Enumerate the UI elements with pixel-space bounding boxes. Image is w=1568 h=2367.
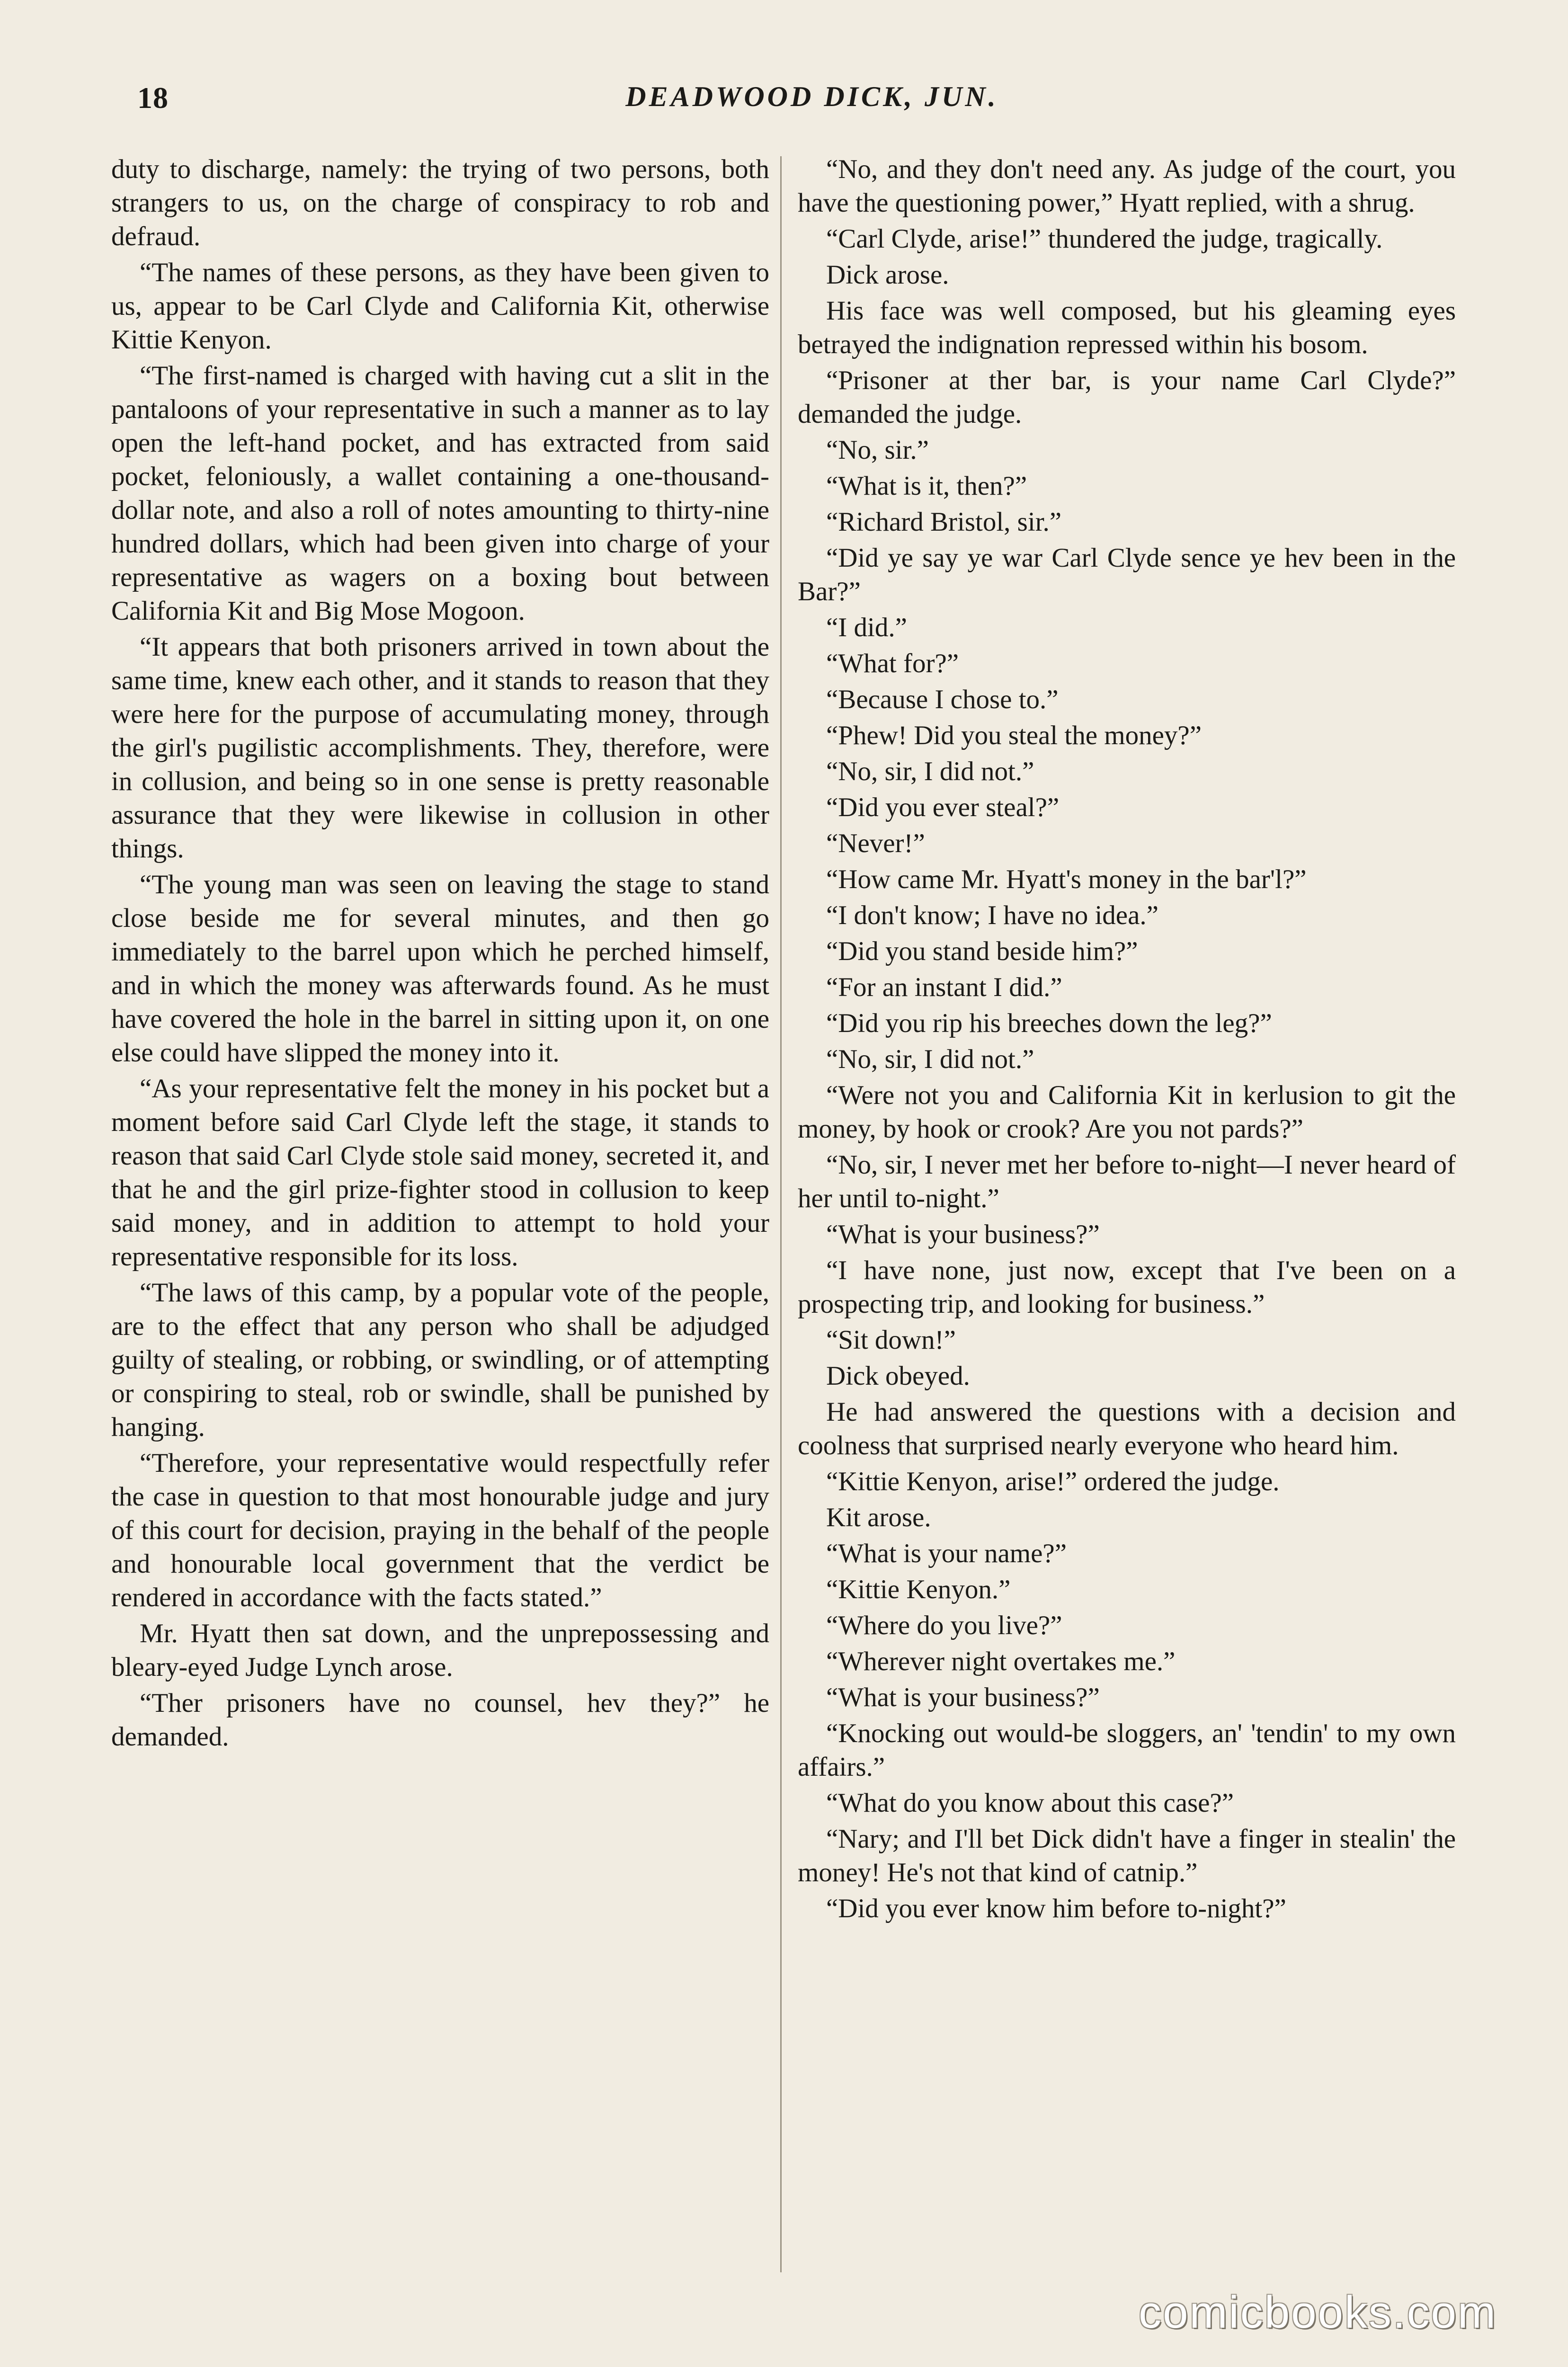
watermark-logo: comicbooks.com bbox=[1139, 2287, 1497, 2338]
page-number: 18 bbox=[137, 81, 169, 115]
paragraph: “Did you rip his breeches down the leg?” bbox=[826, 1008, 1272, 1038]
paragraph: “Sit down!” bbox=[826, 1325, 956, 1355]
paragraph: He had answered the questions with a decision and coolness that surprised nearly everyone who heard him. bbox=[798, 1397, 1456, 1460]
paragraph: “Never!” bbox=[826, 828, 925, 858]
paragraph: “Therefore, your representative would respectfully refer the case in question to that most honourable judge and jury of this court for decision, praying in the behalf of the people and honourable local government that the verdict be rendered in accordance with the facts stated.” bbox=[111, 1448, 769, 1612]
paragraph: “Phew! Did you steal the money?” bbox=[826, 721, 1202, 750]
paragraph: “Ther prisoners have no counsel, hev they?” he demanded. bbox=[111, 1688, 769, 1752]
paragraph: “Were not you and California Kit in kerlusion to git the money, by hook or crook? Are you not pards?” bbox=[798, 1080, 1456, 1144]
paragraph: “What is your name?” bbox=[826, 1539, 1067, 1568]
paragraph: “What is your business?” bbox=[826, 1219, 1100, 1249]
paragraph: “The laws of this camp, by a popular vote of the people, are to the effect that any person who shall be adjudged guilty of stealing, or robbing, or swindling, or of attempting or conspiring to steal, rob or swindle, shall be punished by hanging. bbox=[111, 1278, 769, 1442]
paragraph: His face was well composed, but his gleaming eyes betrayed the indignation repressed within his bosom. bbox=[798, 296, 1456, 359]
paragraph: “I have none, just now, except that I've been on a prospecting trip, and looking for business.” bbox=[798, 1255, 1456, 1319]
paragraph: “Wherever night overtakes me.” bbox=[826, 1646, 1176, 1676]
paragraph: “For an instant I did.” bbox=[826, 972, 1062, 1002]
paragraph: “I don't know; I have no idea.” bbox=[826, 900, 1158, 930]
paragraph: “No, sir, I did not.” bbox=[826, 1044, 1034, 1074]
paragraph: “What do you know about this case?” bbox=[826, 1788, 1234, 1818]
paragraph: “As your representative felt the money in his pocket but a moment before said Carl Clyde left the stage, it stands to reason that said Carl Clyde stole said money, secreted it, and that he and the girl prize-fighter stood in collusion to keep said money, and in addition to attempt to hold your representative responsible for its loss. bbox=[111, 1074, 769, 1272]
paragraph: “It appears that both prisoners arrived in town about the same time, knew each other, and it stands to reason that they were here for the purpose of accumulating money, through the girl's pugilistic accomplishments. They, therefore, were in collusion, and being so in one sense is pretty reasonable assurance that they were likewise in collusion in other things. bbox=[111, 632, 769, 863]
paragraph: “The young man was seen on leaving the stage to stand close beside me for several minutes, and then go immediately to the barrel upon which he perched himself, and in which the money was afterwards found. As he must have covered the hole in the barrel in sitting upon it, on one else could have slipped the money into it. bbox=[111, 870, 769, 1068]
paragraph: duty to discharge, namely: the trying of two persons, both strangers to us, on the charge of conspiracy to rob and defraud. bbox=[111, 154, 769, 251]
paragraph: Dick arose. bbox=[826, 260, 949, 290]
left-column bbox=[111, 152, 769, 1756]
paragraph: “No, sir.” bbox=[826, 435, 929, 465]
paragraph: “No, and they don't need any. As judge of the court, you have the questioning power,” Hyatt replied, with a shrug. bbox=[798, 154, 1456, 218]
paragraph: “Nary; and I'll bet Dick didn't have a finger in stealin' the money! He's not that kind of catnip.” bbox=[798, 1824, 1456, 1887]
paragraph: “Did you stand beside him?” bbox=[826, 936, 1138, 966]
paragraph: “No, sir, I did not.” bbox=[826, 756, 1034, 786]
paragraph: “Kittie Kenyon, arise!” ordered the judge. bbox=[826, 1467, 1280, 1496]
paragraph: “Did you ever know him before to-night?” bbox=[826, 1894, 1286, 1923]
page-header bbox=[137, 80, 1487, 123]
paragraph: “Where do you live?” bbox=[826, 1611, 1062, 1640]
paragraph: “No, sir, I never met her before to-night—I never heard of her until to-night.” bbox=[798, 1150, 1456, 1213]
paragraph: “Richard Bristol, sir.” bbox=[826, 507, 1062, 537]
paragraph: Kit arose. bbox=[826, 1503, 931, 1532]
paragraph: “Knocking out would-be sloggers, an' 'tendin' to my own affairs.” bbox=[798, 1718, 1456, 1782]
paragraph: “Prisoner at ther bar, is your name Carl Clyde?” demanded the judge. bbox=[798, 365, 1456, 429]
paragraph: “Did you ever steal?” bbox=[826, 792, 1060, 822]
paragraph: “Did ye say ye war Carl Clyde sence ye hev been in the Bar?” bbox=[798, 543, 1456, 606]
paragraph: “What for?” bbox=[826, 649, 959, 678]
column-divider bbox=[780, 156, 782, 2272]
paragraph: “Carl Clyde, arise!” thundered the judge, tragically. bbox=[826, 224, 1383, 254]
paragraph: “The names of these persons, as they have been given to us, appear to be Carl Clyde and California Kit, otherwise Kittie Kenyon. bbox=[111, 258, 769, 355]
paragraph: “What is your business?” bbox=[826, 1682, 1100, 1712]
paragraph: “The first-named is charged with having cut a slit in the pantaloons of your representative in such a manner as to lay open the left-hand pocket, and has extracted from said pocket, feloniously, a wallet containing a one-thousand-dollar note, and also a roll of notes amounting to thirty-nine hundred dollars, which had been given into charge of your representative as wagers on a boxing bout between California Kit and Big Mose Mogoon. bbox=[111, 361, 769, 626]
paragraph: “Because I chose to.” bbox=[826, 685, 1059, 714]
paragraph: Mr. Hyatt then sat down, and the unprepossessing and bleary-eyed Judge Lynch arose. bbox=[111, 1619, 769, 1682]
paragraph: “How came Mr. Hyatt's money in the bar'l?” bbox=[826, 864, 1307, 894]
paragraph: “What is it, then?” bbox=[826, 471, 1027, 501]
right-column bbox=[798, 152, 1456, 1928]
running-title: DEADWOOD DICK, JUN. bbox=[625, 81, 998, 112]
paragraph: Dick obeyed. bbox=[826, 1361, 970, 1391]
paragraph: “I did.” bbox=[826, 613, 907, 642]
paragraph: “Kittie Kenyon.” bbox=[826, 1575, 1011, 1604]
